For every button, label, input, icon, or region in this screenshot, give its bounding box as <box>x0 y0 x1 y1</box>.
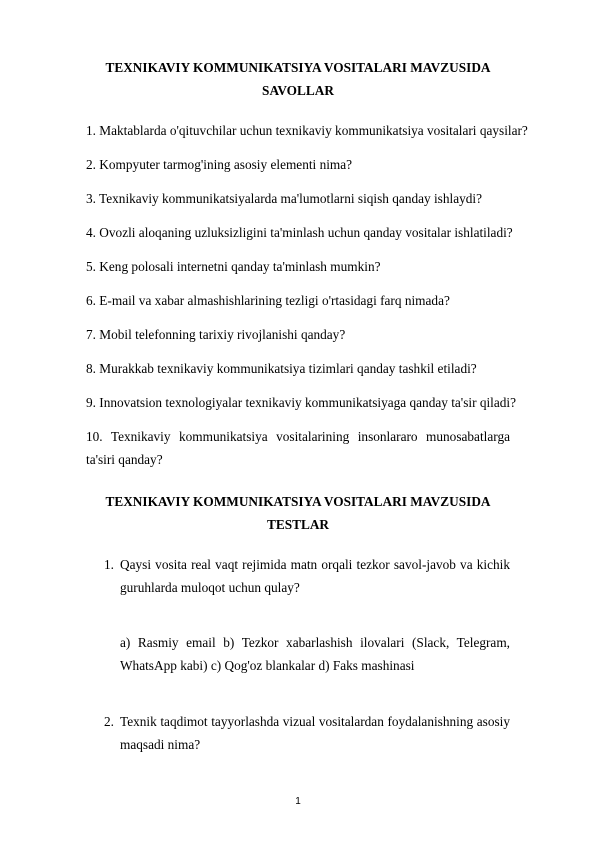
questions-heading-line2: SAVOLLAR <box>262 83 334 98</box>
questions-heading-line1: TEXNIKAVIY KOMMUNIKATSIYA VOSITALARI MAVZUSIDA <box>105 60 491 75</box>
tests-heading-line2: TESTLAR <box>266 517 330 532</box>
question-item: 7. Mobil telefonning tarixiy rivojlanishi qanday? <box>86 327 346 342</box>
test-options: a) Rasmiy email b) Tezkor xabarlashish ilovalari (Slack, Telegram, WhatsApp kabi) c) Qog'oz blankalar d) Faks mashinasi <box>120 635 510 673</box>
test-number: 1. <box>104 557 114 572</box>
question-item: 6. E-mail va xabar almashishlarining tezligi o'rtasidagi farq nimada? <box>86 293 450 308</box>
question-item: 8. Murakkab texnikaviy kommunikatsiya tizimlari qanday tashkil etiladi? <box>86 361 477 376</box>
question-item: 4. Ovozli aloqaning uzluksizligini ta'minlash uchun qanday vositalar ishlatiladi? <box>86 225 513 240</box>
question-item: 9. Innovatsion texnologiyalar texnikaviy kommunikatsiyaga qanday ta'sir qiladi? <box>86 395 517 410</box>
question-item: 5. Keng polosali internetni qanday ta'minlash mumkin? <box>86 259 381 274</box>
page-number: 1 <box>295 796 301 807</box>
question-item: 3. Texnikaviy kommunikatsiyalarda ma'lumotlarni siqish qanday ishlaydi? <box>86 191 482 206</box>
test-item <box>104 553 510 599</box>
test-question: Qaysi vosita real vaqt rejimida matn orqali tezkor savol-javob va kichik guruhlarda muloqot uchun qulay? <box>120 557 510 595</box>
question-item: 10. Texnikaviy kommunikatsiya vositalarining insonlararo munosabatlarga ta'siri qanday? <box>86 429 510 467</box>
question-item: 1. Maktablarda o'qituvchilar uchun texnikaviy kommunikatsiya vositalari qaysilar? <box>86 123 528 138</box>
tests-heading-line1: TEXNIKAVIY KOMMUNIKATSIYA VOSITALARI MAVZUSIDA <box>105 494 491 509</box>
test-item <box>104 710 510 756</box>
questions-heading <box>86 56 510 102</box>
test-number: 2. <box>104 714 114 729</box>
tests-heading <box>86 490 510 536</box>
test-question: Texnik taqdimot tayyorlashda vizual vositalardan foydalanishning asosiy maqsadi nima? <box>120 714 510 752</box>
question-item: 2. Kompyuter tarmog'ining asosiy elementi nima? <box>86 157 353 172</box>
